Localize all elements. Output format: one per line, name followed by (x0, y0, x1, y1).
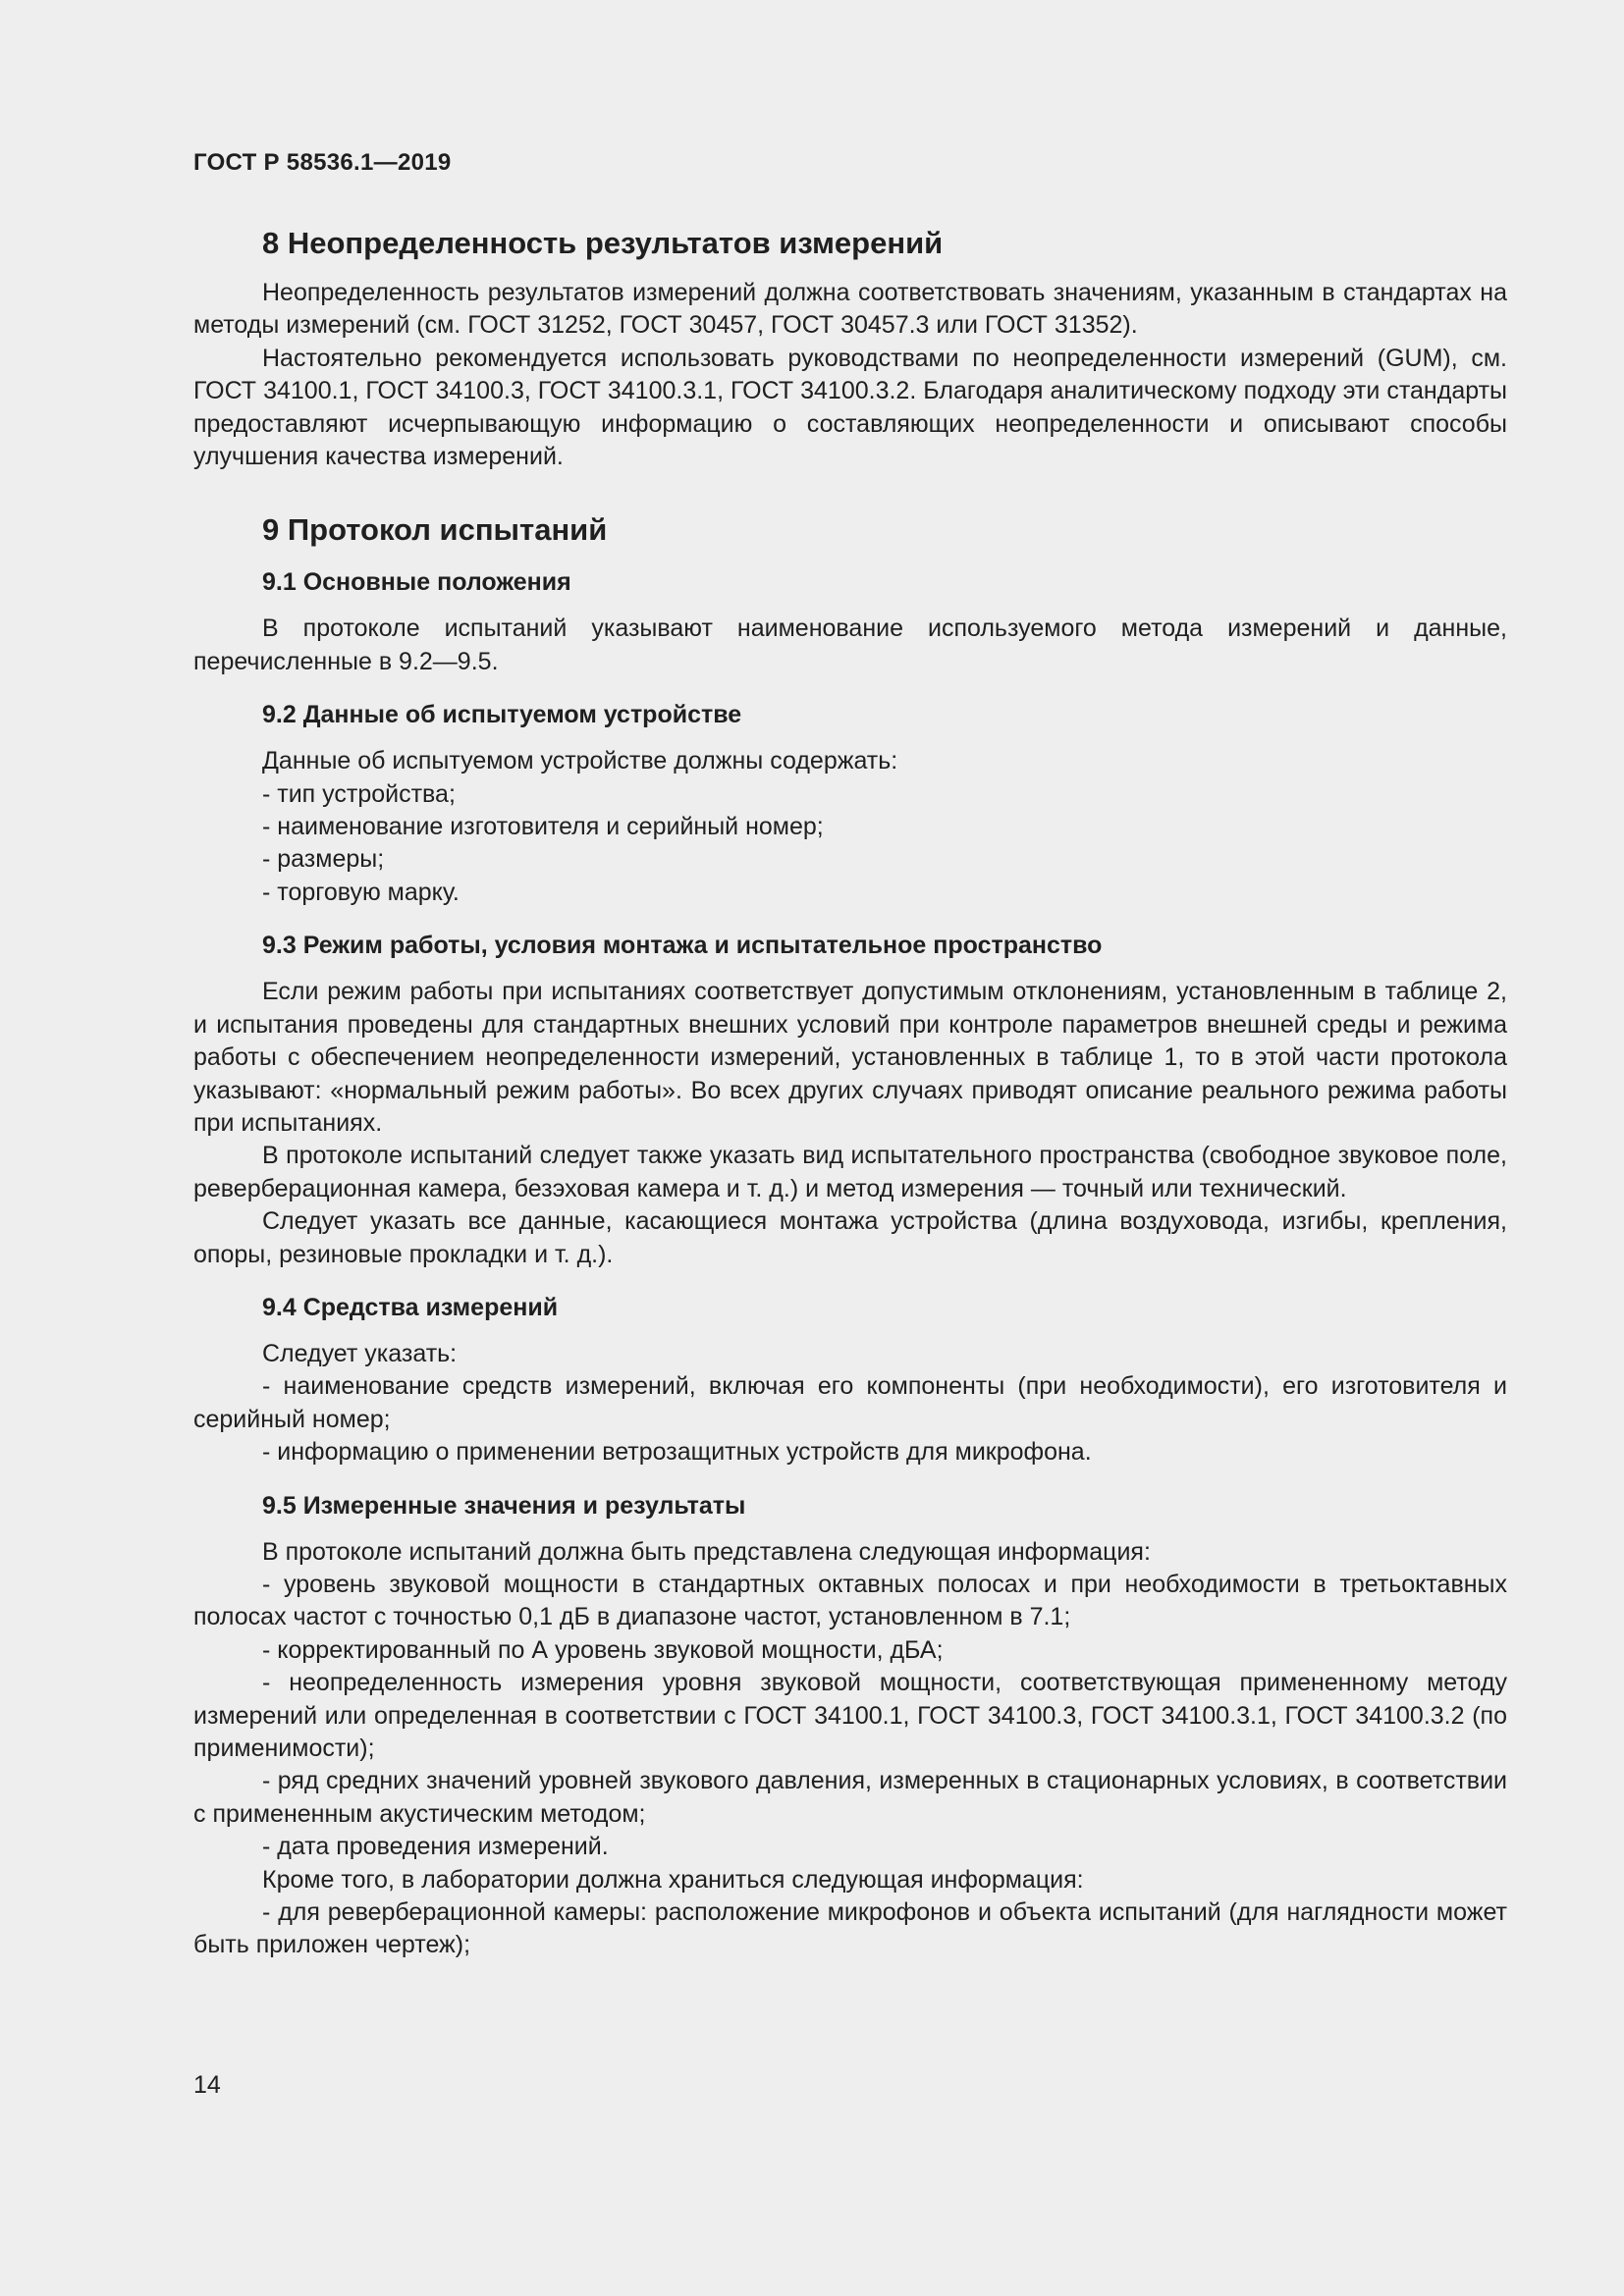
section-9-4-heading: 9.4 Средства измерений (262, 1293, 559, 1321)
section-9-3-heading: 9.3 Режим работы, условия монтажа и испытательное пространство (262, 932, 1103, 960)
list-item: - для реверберационной камеры: расположение микрофонов и объекта испытаний (для наглядности может быть приложен чертеж); (193, 1898, 1507, 1959)
section-8-heading: 8 Неопределенность результатов измерений (262, 226, 944, 260)
list-item: - информацию о применении ветрозащитных устройств для микрофона. (262, 1438, 1092, 1467)
list-item: - наименование средств измерений, включая его компоненты (при необходимости), его изготовителя и серийный номер; (193, 1372, 1507, 1433)
list-item: - дата проведения измерений. (262, 1833, 609, 1861)
section-8-paragraph: Неопределенность результатов измерений должна соответствовать значениям, указанным в стандартах на методы измерений (см. ГОСТ 31252, ГОСТ 30457, ГОСТ 30457.3 или ГОСТ 31352). (193, 279, 1507, 340)
list-item: - тип устройства; (262, 779, 456, 808)
section-9-2-intro: Данные об испытуемом устройстве должны содержать: (262, 747, 898, 775)
section-9-1-heading: 9.1 Основные положения (262, 568, 571, 597)
section-8-paragraph: Настоятельно рекомендуется использовать руководствами по неопределенности измерений (GUM), см. ГОСТ 34100.1, ГОСТ 34100.3, ГОСТ 34100.3.1, ГОСТ 34100.3.2. Благодаря аналитическому подходу эти стандарты предоставляют исчерпывающую информацию о составляющих неопределенности и описывают способы улучшения качества измерений. (193, 344, 1507, 471)
page-number: 14 (193, 2071, 221, 2099)
list-item: - уровень звуковой мощности в стандартных октавных полосах и при необходимости в третьоктавных полосах частот с точностью 0,1 дБ в диапазоне частот, установленном в 7.1; (193, 1570, 1507, 1631)
list-item: - ряд средних значений уровней звукового давления, измеренных в стационарных условиях, в соответствии с примененным акустическим методом; (193, 1767, 1507, 1828)
list-item: - корректированный по А уровень звуковой мощности, дБА; (262, 1635, 944, 1664)
section-9-1-paragraph: В протоколе испытаний указывают наименование используемого метода измерений и данные, перечисленные в 9.2—9.5. (193, 614, 1507, 675)
document-body (193, 222, 1507, 1962)
list-item: - размеры; (262, 845, 385, 874)
section-9-4-intro: Следует указать: (262, 1339, 458, 1367)
list-item: - торговую марку. (262, 878, 460, 906)
section-9-heading: 9 Протокол испытаний (262, 512, 608, 548)
list-item: - наименование изготовителя и серийный номер; (262, 813, 824, 841)
document-header: ГОСТ Р 58536.1—2019 (193, 149, 452, 176)
section-9-3-paragraph: Если режим работы при испытаниях соответствует допустимым отклонениям, установленным в таблице 2, и испытания проведены для стандартных внешних условий при контроле параметров внешней среды и режима работы с обеспечением неопределенности измерений, установленных в таблице 1, то в этой части протокола указывают: «нормальный режим работы». Во всех других случаях приводят описание реального режима работы при испытаниях. (193, 978, 1507, 1137)
list-item: - неопределенность измерения уровня звуковой мощности, соответствующая примененному методу измерений или определенная в соответствии с ГОСТ 34100.1, ГОСТ 34100.3, ГОСТ 34100.3.1, ГОСТ 34100.3.2 (по применимости); (193, 1669, 1507, 1762)
section-9-5-intro: В протоколе испытаний должна быть представлена следующая информация: (262, 1537, 1151, 1566)
section-9-2-heading: 9.2 Данные об испытуемом устройстве (262, 701, 742, 729)
section-9-5-intro-2: Кроме того, в лаборатории должна храниться следующая информация: (262, 1865, 1084, 1894)
section-9-3-paragraph: Следует указать все данные, касающиеся монтажа устройства (длина воздуховода, изгибы, крепления, опоры, резиновые прокладки и т. д.). (193, 1207, 1507, 1268)
section-9-5-heading: 9.5 Измеренные значения и результаты (262, 1491, 746, 1520)
section-9-3-paragraph: В протоколе испытаний следует также указать вид испытательного пространства (свободное звуковое поле, реверберационная камера, безэховая камера и т. д.) и метод измерения — точный или технический. (193, 1142, 1507, 1202)
